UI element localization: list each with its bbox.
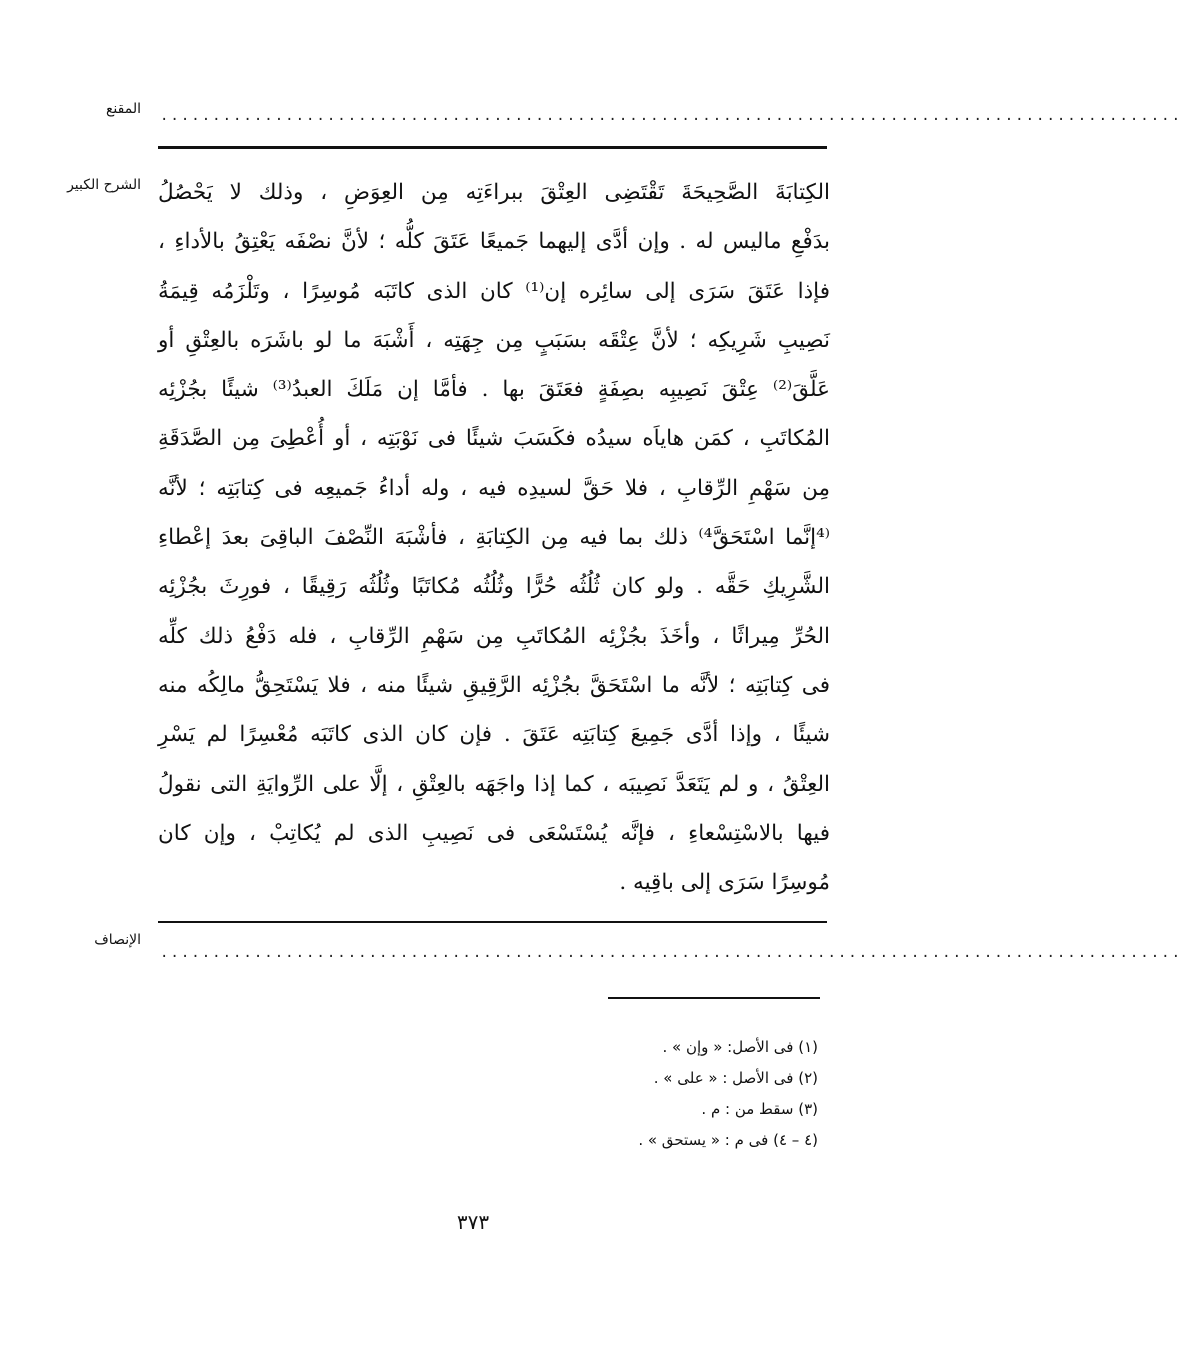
sharh-line: الشَّرِيكِ حَقَّه . ولو كان ثُلُثُه حُرًّا وثُلُثُه مُكاتَبًا وثُلُثُه رَقِيقًا ، فورِثَ بجُزْئِه	[158, 574, 830, 600]
sharh-line: نَصِيبِ شَرِيكِه ؛ لأنَّ عِتْقَه بسَبَبٍ مِن جِهَتِه ، أَشْبَهَ ما لو باشَرَه بالعِتْقِ أو	[158, 327, 830, 353]
insaf-label: الإنصاف	[94, 932, 141, 948]
sharh-line: شيئًا ، وإذا أدَّى جَمِيعَ كِتابَتِه عَتَقَ . فإن كان الذى كاتَبَه مُعْسِرًا لم يَسْرِ	[158, 722, 830, 748]
footnotes	[418, 1032, 818, 1156]
sharh-kabir-label: الشرح الكبير	[67, 177, 141, 193]
sharh-line: فإذا عَتَقَ سَرَى إلى سائِره إن⁽¹⁾ كان الذى كاتَبَه مُوسِرًا ، وتَلْزَمُه قِيمَةُ	[158, 278, 830, 304]
sharh-line: بدَفْعِ ماليس له . وإن أدَّى إليهما جَميعًا عَتَقَ كلُّه ؛ لأنَّ نصْفَه يَعْتِقُ بالأداءِ ،	[158, 229, 830, 255]
sharh-line: عَلَّقَ⁽²⁾ عِتْقَ نَصِيبِه بصِفَةٍ فعَتَقَ بها . فأمَّا إن مَلَكَ العبدُ⁽³⁾ شيئًا بجُزْئِه	[158, 377, 830, 403]
sharh-line: فى كِتابَتِه ؛ لأنَّه ما اسْتَحَقَّ بجُزْئِه الرَّقِيقِ شيئًا منه ، فلا يَسْتَحِقُّ مالِكُه منه	[158, 672, 830, 698]
footnote-item: (٤ – ٤) فى م : « يستحق » .	[638, 1131, 818, 1149]
insaf-divider	[158, 921, 827, 923]
page-number: ٣٧٣	[456, 1210, 490, 1234]
sharh-line: الكِتابَةَ الصَّحِيحَةَ تَقْتَضِى العِتْقَ ببراءَتِه مِن العِوَضِ ، وذلك لا يَحْصُلُ	[158, 180, 830, 205]
sharh-line: المُكاتَبِ ، كمَن هاياَه سيدُه فكَسَبَ شيئًا فى نَوْبَتِه ، أو أُعْطِىَ مِن الصَّدَقَةِ	[158, 426, 830, 452]
sharh-line: الحُرِّ مِيراثًا ، وأخَذَ بجُزْئِه المُكاتَبِ مِن سَهْمِ الرِّقابِ ، فله دَفْعُ ذلك كلِّه	[158, 623, 830, 649]
sharh-line: مُوسِرًا سَرَى إلى باقِيه .	[619, 870, 830, 896]
insaf-dotted-placeholder: ..................................................................................................	[160, 945, 1182, 961]
footnote-item: (٢) فى الأصل : « على » .	[653, 1069, 818, 1087]
sharh-line: العِتْقُ ، و لم يَتَعَدَّ نَصِيبَه ، كما إذا واجَهَه بالعِتْقِ ، إلَّا على الرِّوايَةِ التى نقولُ	[158, 771, 830, 797]
sharh-line: مِن سَهْمِ الرِّقابِ ، فلا حَقَّ لسيدِه فيه ، وله أداءُ جَميعِه فى كِتابَتِه ؛ لأنَّه	[158, 475, 830, 501]
muqni-divider	[158, 146, 827, 149]
footnote-item: (١) فى الأصل: « وإن » .	[662, 1038, 818, 1056]
footnote-item: (٣) سقط من : م .	[701, 1100, 818, 1118]
sharh-body-text	[158, 168, 830, 907]
sharh-line: ⁽⁴إنَّما اسْتَحَقَّ⁴⁾ ذلك بما فيه مِن الكِتابَةِ ، فأشْبَهَ النِّصْفَ الباقِىَ بعدَ إعْطاءِ	[158, 525, 831, 551]
muqni-dotted-placeholder: ..................................................................................................	[160, 108, 1182, 124]
sharh-line: فيها بالاسْتِسْعاءِ ، فإنَّه يُسْتَسْعَى فى نَصِيبِ الذى لم يُكاتِبْ ، وإن كان	[158, 820, 830, 846]
footnote-separator	[608, 997, 820, 999]
muqni-label: المقنع	[105, 101, 141, 117]
